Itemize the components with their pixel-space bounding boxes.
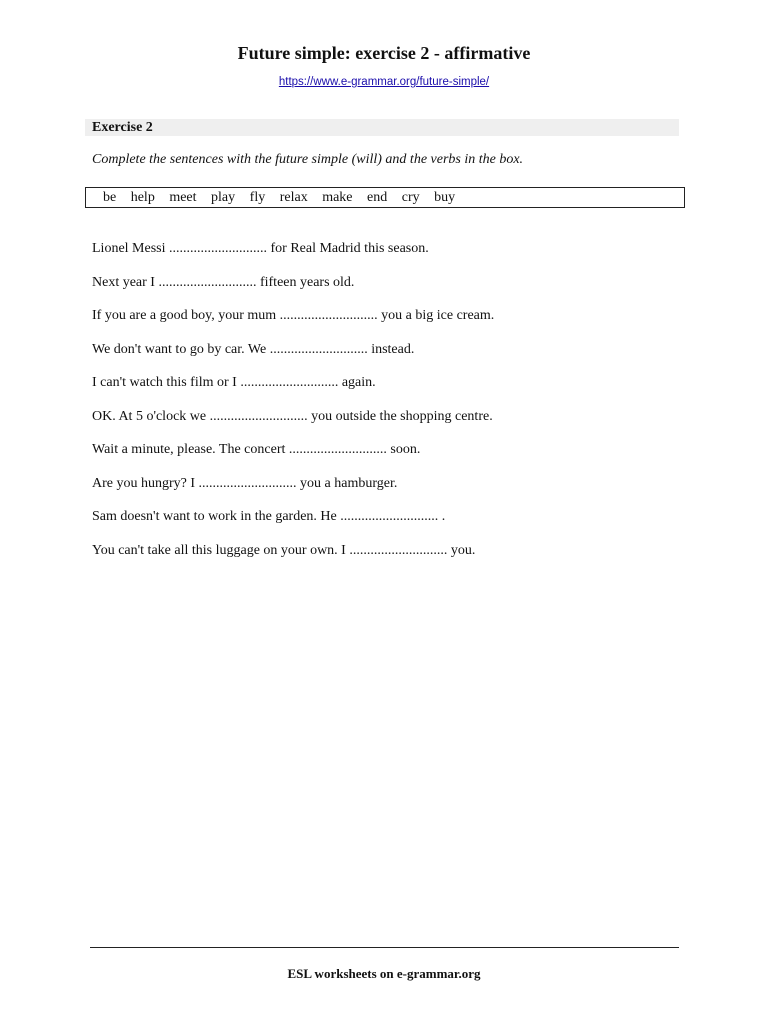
sentence-item: Are you hungry? I ............................ you a hamburger. <box>92 475 398 491</box>
word-box-item: buy <box>434 189 456 205</box>
sentence-item: OK. At 5 o'clock we ............................ you outside the shopping centre. <box>92 408 493 424</box>
sentence-item: Next year I ............................ fifteen years old. <box>92 274 355 290</box>
word-box-item: be <box>103 189 117 205</box>
sentence-item: Sam doesn't want to work in the garden. He ............................ . <box>92 509 446 524</box>
word-box-item: relax <box>279 189 308 205</box>
footer-text: ESL worksheets on e-grammar.org <box>287 966 481 981</box>
sentence-item: Wait a minute, please. The concert ............................ soon. <box>92 442 421 457</box>
footer-divider <box>90 947 679 948</box>
sentence-item: I can't watch this film or I ............................ again. <box>92 375 376 390</box>
sentence-list <box>92 240 494 575</box>
sentence-item: Lionel Messi ............................ for Real Madrid this season. <box>92 241 429 256</box>
exercise-heading: Exercise 2 <box>85 119 679 136</box>
sentence-item: If you are a good boy, your mum ............................ you a big ice cream. <box>92 308 495 323</box>
word-box-item: play <box>211 189 236 205</box>
word-box-item: help <box>130 189 155 205</box>
sentence-item: You can't take all this luggage on your own. I ............................ you. <box>92 542 476 558</box>
sentence-item: We don't want to go by car. We ............................ instead. <box>92 341 415 357</box>
word-box-item: cry <box>401 189 420 205</box>
word-box-item: fly <box>249 189 266 205</box>
source-link[interactable]: https://www.e-grammar.org/future-simple/ <box>278 76 490 88</box>
word-box-item: meet <box>169 189 197 205</box>
exercise-instruction: Complete the sentences with the future simple (will) and the verbs in the box. <box>92 152 524 167</box>
page-title: Future simple: exercise 2 - affirmative <box>237 43 531 63</box>
word-box-item: end <box>367 189 388 205</box>
word-box-item: make <box>322 189 353 205</box>
word-box <box>85 187 685 208</box>
